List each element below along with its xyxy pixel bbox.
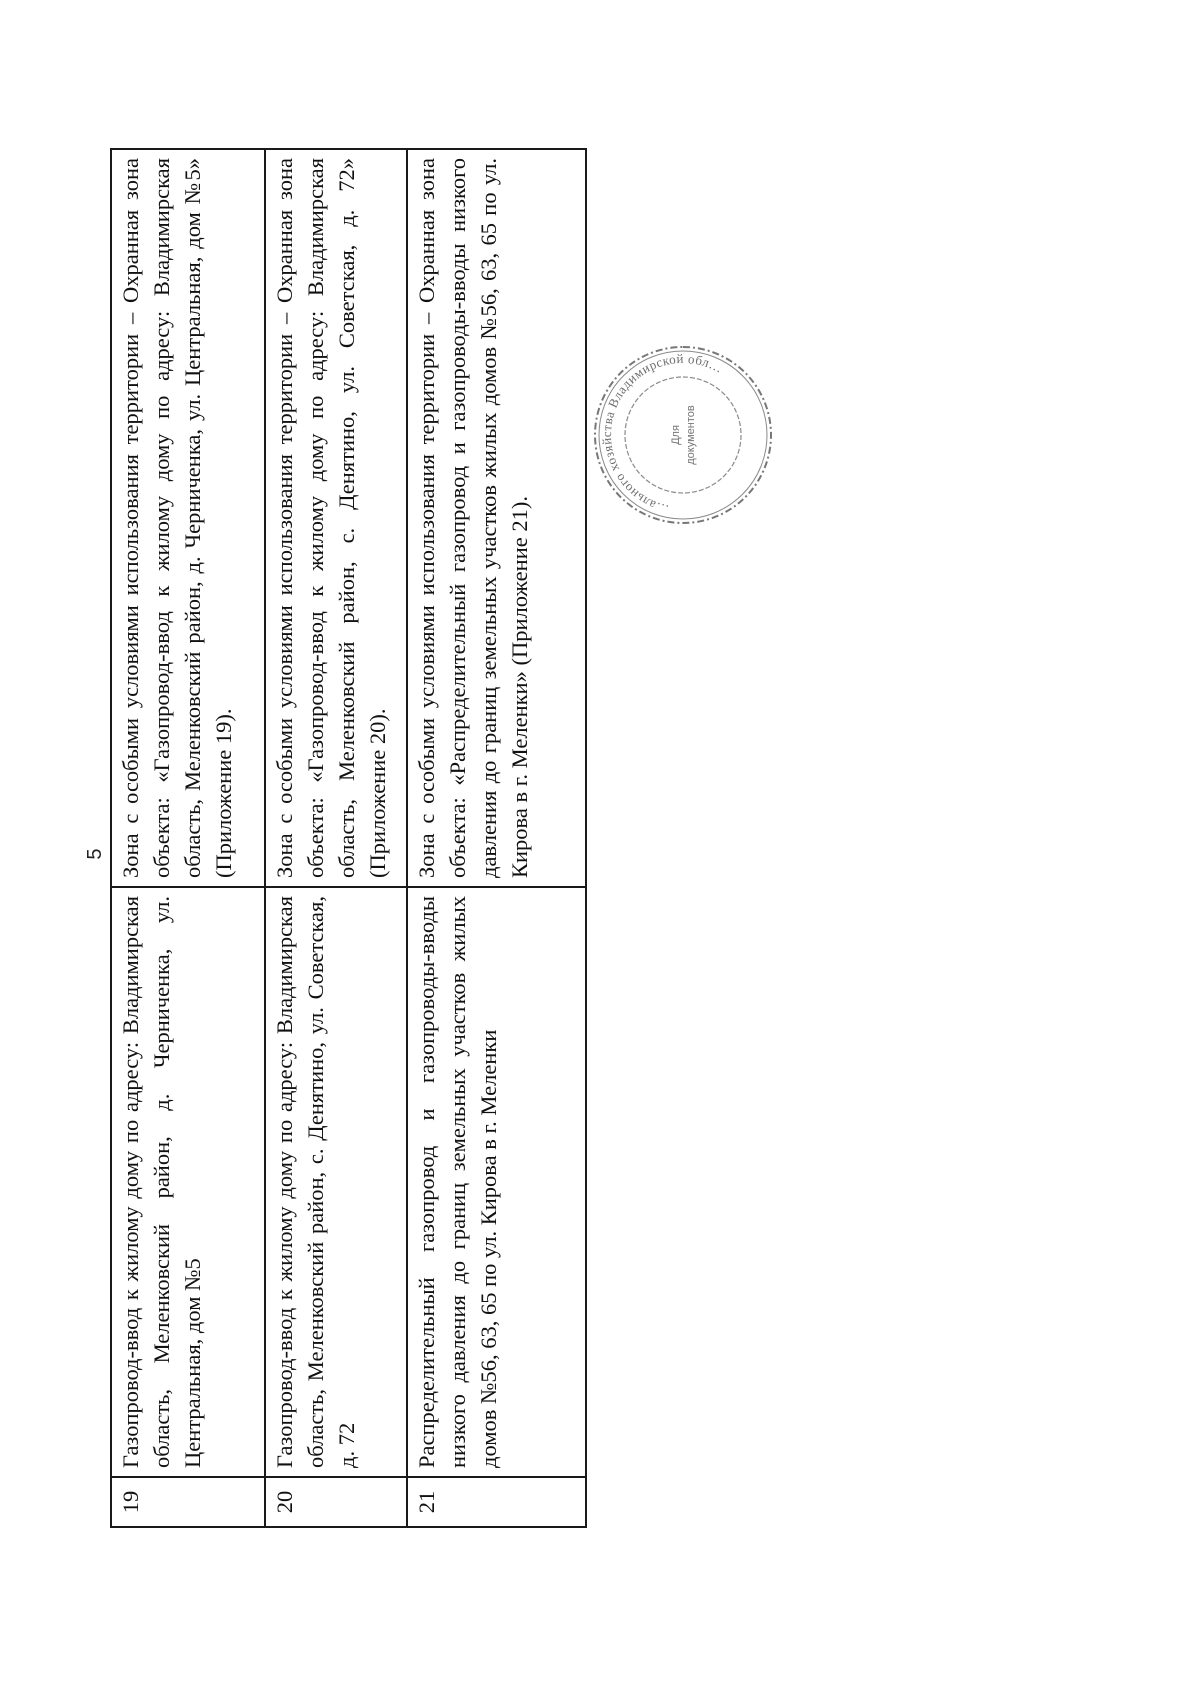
row-number: 19 <box>111 1477 265 1527</box>
zone-description: Зона с особыми условиями использования территории – Охранная зона объекта: «Распределительный газопровод и газопроводы-вводы низкого давления до границ земельных участков жилых домов №56, 63, 65 по ул. Кирова в г. Меленки» (Приложение 21). <box>407 149 586 887</box>
row-number: 21 <box>407 1477 586 1527</box>
object-description: Распределительный газопровод и газопроводы-вводы низкого давления до границ земельных участков жилых домов №56, 63, 65 по ул. Кирова в г. Меленки <box>407 887 586 1477</box>
stamp-seal-icon <box>590 342 776 528</box>
object-description: Газопровод-ввод к жилому дому по адресу: Владимирская область, Меленковский район, д. Черниченка, ул. Центральная, дом №5 <box>111 887 265 1477</box>
svg-text:…ального хозяйства Владимирско <box>599 351 726 518</box>
zone-description: Зона с особыми условиями использования территории – Охранная зона объекта: «Газопровод-ввод к жилому дому по адресу: Владимирская область, Меленковский район, с. Денятино, ул. Советская, д. 72» (Приложение 20). <box>265 149 407 887</box>
table-row <box>265 149 407 1527</box>
stamp-center-line-2: документов <box>685 405 697 465</box>
page-number: 5 <box>84 848 106 860</box>
table-row <box>407 149 586 1527</box>
document-table <box>110 148 587 1528</box>
stamp-ring-text: …ального хозяйства Владимирской обл… <box>598 350 726 518</box>
stamp-outer-ring <box>595 347 771 523</box>
stamp-center-line-1: Для <box>670 425 682 445</box>
stamp-inner-ring <box>625 377 741 493</box>
row-number: 20 <box>265 1477 407 1527</box>
table-row <box>111 149 265 1527</box>
zone-description: Зона с особыми условиями использования территории – Охранная зона объекта: «Газопровод-ввод к жилому дому по адресу: Владимирская область, Меленковский район, д. Черниченка, ул. Центральная, дом №5» (Приложение 19). <box>111 149 265 887</box>
object-description: Газопровод-ввод к жилому дому по адресу: Владимирская область, Меленковский район, с. Денятино, ул. Советская, д. 72 <box>265 887 407 1477</box>
official-stamp <box>590 342 776 528</box>
